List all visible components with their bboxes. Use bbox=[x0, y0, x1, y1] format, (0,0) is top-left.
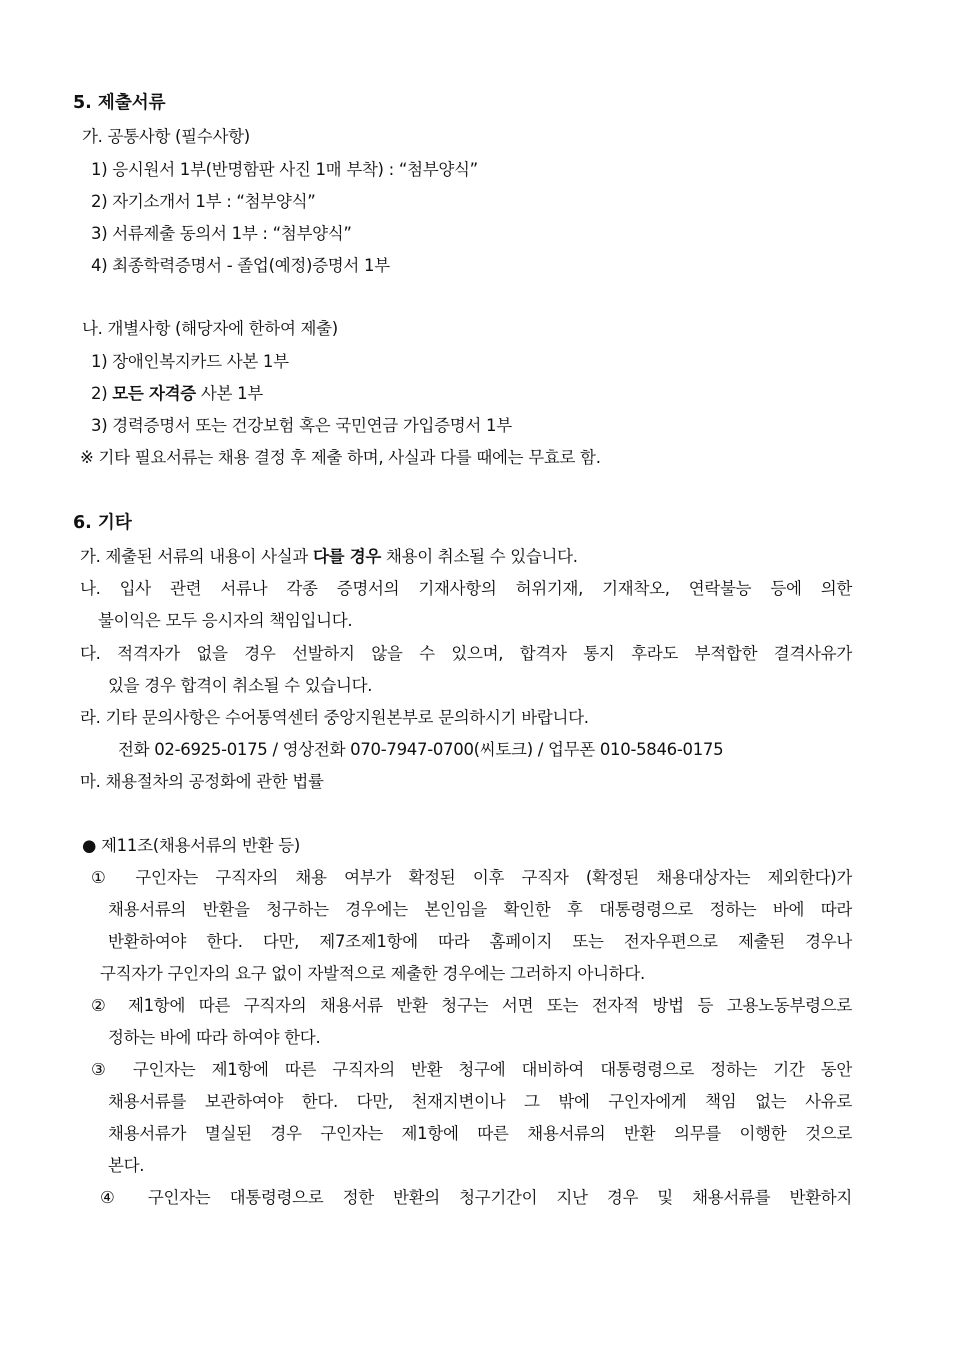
article-paragraph-3-line: 채용서류를 보관하여야 한다. 다만, 천재지변이나 그 밖에 구인자에게 책임 없는 사유로 bbox=[108, 1092, 852, 1111]
paragraph-na-line-1: 나. 입사 관련 서류나 각종 증명서의 기재사항의 허위기재, 기재착오, 연락불능 등에 의한 bbox=[80, 579, 852, 598]
paragraph-text: 채용이 취소될 수 있습니다. bbox=[381, 547, 578, 566]
section-5-heading: 5. 제출서류 bbox=[73, 93, 166, 113]
paragraph-da-line-1: 다. 적격자가 없을 경우 선발하지 않을 수 있으며, 합격자 통지 후라도 부적합한 결격사유가 bbox=[80, 644, 852, 663]
paragraph-na-line-2: 불이익은 모두 응시자의 책임입니다. bbox=[98, 611, 353, 630]
emphasis-text: 다를 경우 bbox=[312, 547, 381, 566]
paragraph-text: 가. 제출된 서류의 내용이 사실과 bbox=[80, 547, 313, 566]
list-item-number: 2) bbox=[91, 384, 113, 403]
section-5-a-heading: 가. 공통사항 (필수사항) bbox=[82, 127, 250, 146]
article-paragraph-1-line: 반환하여야 한다. 다만, 제7조제1항에 따라 홈페이지 또는 전자우편으로 제출된 경우나 bbox=[108, 932, 852, 951]
note-text: ※ 기타 필요서류는 채용 결정 후 제출 하며, 사실과 다를 때에는 무효로 함. bbox=[80, 448, 601, 467]
article-11-heading: ● 제11조(채용서류의 반환 등) bbox=[82, 836, 300, 855]
section-6-heading: 6. 기타 bbox=[73, 513, 132, 533]
list-item bbox=[91, 383, 263, 405]
article-paragraph-1-line: 구직자가 구인자의 요구 없이 자발적으로 제출한 경우에는 그러하지 아니하다. bbox=[100, 964, 645, 983]
list-item: 2) 자기소개서 1부 : “첨부양식” bbox=[91, 192, 316, 211]
emphasis-text: 모든 자격증 bbox=[112, 384, 196, 403]
contact-info: 전화 02-6925-0175 / 영상전화 070-7947-0700(씨토크) / 업무폰 010-5846-0175 bbox=[118, 740, 724, 759]
article-paragraph-3-line: 본다. bbox=[108, 1156, 145, 1175]
list-item: 4) 최종학력증명서 - 졸업(예정)증명서 1부 bbox=[91, 256, 390, 275]
paragraph-ga bbox=[80, 546, 578, 568]
section-5-b-heading: 나. 개별사항 (해당자에 한하여 제출) bbox=[82, 319, 338, 338]
list-item: 3) 서류제출 동의서 1부 : “첨부양식” bbox=[91, 224, 352, 243]
article-paragraph-1-line: 채용서류의 반환을 청구하는 경우에는 본인임을 확인한 후 대통령령으로 정하는 바에 따라 bbox=[108, 900, 852, 919]
paragraph-da-line-2: 있을 경우 합격이 취소될 수 있습니다. bbox=[108, 676, 373, 695]
article-paragraph-1-line: ① 구인자는 구직자의 채용 여부가 확정된 이후 구직자 (확정된 채용대상자는 제외한다)가 bbox=[91, 868, 852, 887]
article-paragraph-2-line: 정하는 바에 따라 하여야 한다. bbox=[108, 1028, 321, 1047]
article-paragraph-2-line: ② 제1항에 따른 구직자의 채용서류 반환 청구는 서면 또는 전자적 방법 등 고용노동부령으로 bbox=[91, 996, 852, 1015]
paragraph-ma: 마. 채용절차의 공정화에 관한 법률 bbox=[80, 772, 324, 791]
article-paragraph-4-line: ④ 구인자는 대통령령으로 정한 반환의 청구기간이 지난 경우 및 채용서류를 반환하지 bbox=[100, 1188, 852, 1207]
list-item: 1) 장애인복지카드 사본 1부 bbox=[91, 352, 289, 371]
list-item: 1) 응시원서 1부(반명함판 사진 1매 부착) : “첨부양식” bbox=[91, 160, 478, 179]
article-paragraph-3-line: ③ 구인자는 제1항에 따른 구직자의 반환 청구에 대비하여 대통령령으로 정하는 기간 동안 bbox=[91, 1060, 852, 1079]
list-item: 3) 경력증명서 또는 건강보험 혹은 국민연금 가입증명서 1부 bbox=[91, 416, 512, 435]
article-paragraph-3-line: 채용서류가 멸실된 경우 구인자는 제1항에 따른 채용서류의 반환 의무를 이행한 것으로 bbox=[108, 1124, 852, 1143]
list-item-text: 사본 1부 bbox=[195, 384, 263, 403]
paragraph-ra-line-1: 라. 기타 문의사항은 수어통역센터 중앙지원본부로 문의하시기 바랍니다. bbox=[80, 708, 589, 727]
